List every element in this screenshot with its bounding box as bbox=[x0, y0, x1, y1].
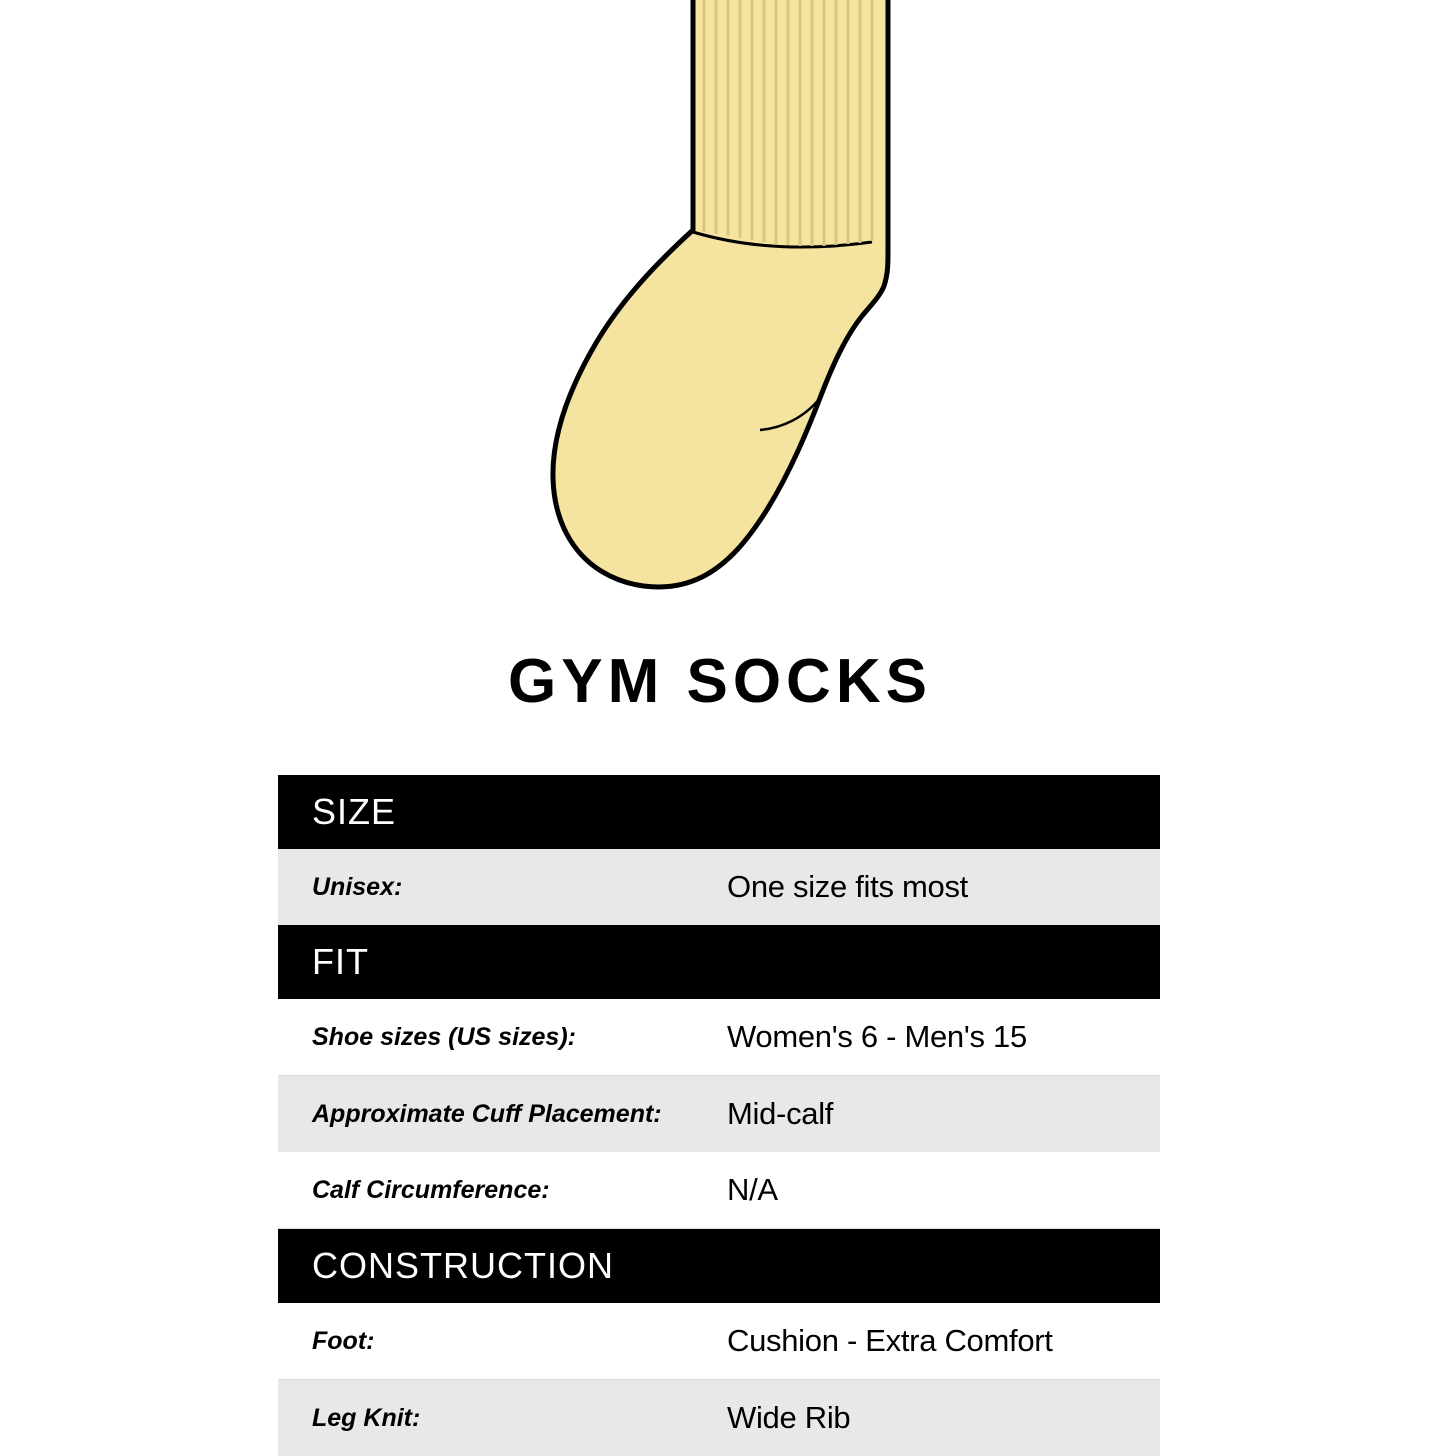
row-value: N/A bbox=[719, 1152, 1160, 1229]
row-label: Unisex: bbox=[278, 849, 719, 925]
spec-table-body bbox=[278, 775, 1160, 1456]
spec-table bbox=[278, 775, 1160, 1456]
table-row bbox=[278, 1303, 1160, 1380]
row-label: Calf Circumference: bbox=[278, 1152, 719, 1229]
table-row bbox=[278, 849, 1160, 925]
section-heading: FIT bbox=[278, 925, 1160, 999]
sock-illustration bbox=[0, 0, 1440, 640]
section-header-size bbox=[278, 775, 1160, 849]
row-value: Women's 6 - Men's 15 bbox=[719, 999, 1160, 1076]
section-heading: SIZE bbox=[278, 775, 1160, 849]
table-row bbox=[278, 1152, 1160, 1229]
page-title: GYM SOCKS bbox=[0, 648, 1440, 716]
sock-shape bbox=[553, 0, 888, 587]
row-value: Wide Rib bbox=[719, 1380, 1160, 1456]
table-row bbox=[278, 999, 1160, 1076]
row-label: Approximate Cuff Placement: bbox=[278, 1076, 719, 1153]
row-value: Mid-calf bbox=[719, 1076, 1160, 1153]
cuff-rib-lines bbox=[704, 0, 872, 246]
row-value: One size fits most bbox=[719, 849, 1160, 925]
row-value: Cushion - Extra Comfort bbox=[719, 1303, 1160, 1380]
section-header-fit bbox=[278, 925, 1160, 999]
table-row bbox=[278, 1076, 1160, 1153]
row-label: Shoe sizes (US sizes): bbox=[278, 999, 719, 1076]
section-header-construction bbox=[278, 1229, 1160, 1304]
table-row bbox=[278, 1380, 1160, 1456]
row-label: Leg Knit: bbox=[278, 1380, 719, 1456]
section-heading: CONSTRUCTION bbox=[278, 1229, 1160, 1304]
row-label: Foot: bbox=[278, 1303, 719, 1380]
